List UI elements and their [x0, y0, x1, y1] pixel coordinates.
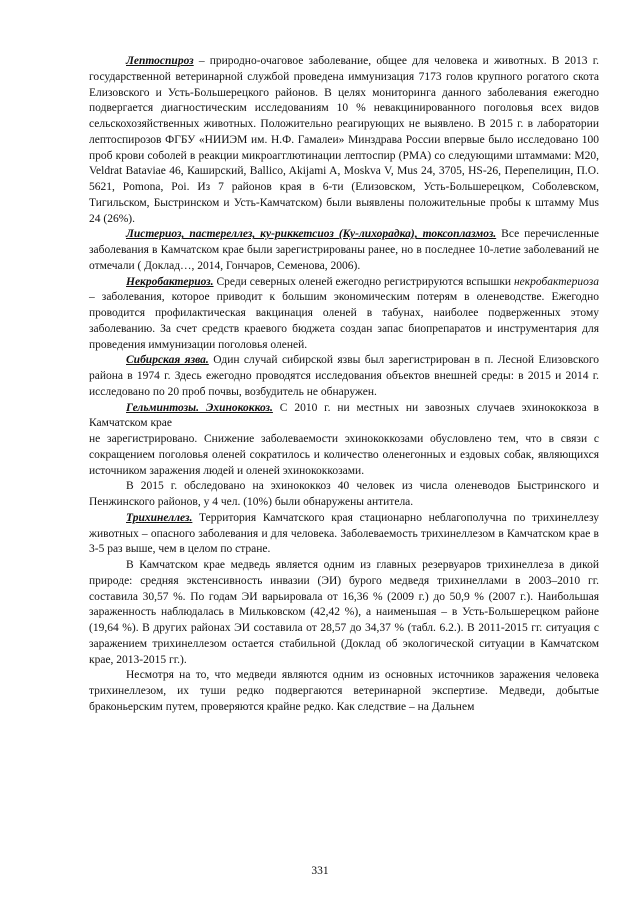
paragraph-text: Один случай сибирской язвы был зарегистрирован в п. Лесной Елизовского района в 1974 г. Здесь ежегодно проводятся исследования объектов внешней среды: в 2015 и 2014 г. исследовано по 20 проб почвы, возбудитель не обнаружен. — [89, 354, 599, 398]
paragraph-text: Территория Камчатского края стационарно неблагополучна по трихинеллезу животных – опасного заболевания и для человека. Заболеваемость трихинеллезом в Камчатском крае в 3-5 раз выше, чем в целом по стране. — [89, 511, 599, 556]
paragraph-text: В Камчатском крае медведь является одним из главных резервуаров трихинеллеза в дикой природе: средняя экстенсивность инвазии (ЭИ) бурого медведя трихинеллами в 2003–2010 гг. составила 30,57 %. По годам ЭИ варьировала от 16,36 % (2009 г.) до 50,9 % (2007 г.). Наибольшая зараженность наблюдалась в Мильковском (42,42 %), а наименьшая – в Усть-Большерецком районе (19,64 %). В других районах ЭИ составила от 28,57 до 34,37 % (табл. 6.2.). В 2011-2015 гг. ситуация с заражением трихинеллезом остается стабильной (Доклад об экологической ситуации в Камчатском крае, 2013-2015 гг.). — [89, 559, 599, 666]
heading-necrobacteriosis: Некробактериоз. — [126, 275, 214, 288]
paragraph-anthrax — [89, 353, 599, 400]
paragraph-text: Все перечисленные заболевания в Камчатском крае были зарегистрированы ранее, но в последнее 10-летие заболеваний не отмечали ( Доклад…, 2014, Гончаров, Семенова, 2006). — [89, 228, 599, 272]
paragraph-text: С 2010 г. ни местных ни завозных случаев эхинококкоза в Камчатском крае — [89, 401, 599, 430]
page-number: 331 — [311, 865, 329, 877]
paragraph-helminthiasis — [89, 401, 599, 433]
paragraph-text: – природно-очаговое заболевание, общее для человека и животных. В 2013 г. государственной ветеринарной службой проведена иммунизация 7173 голов крупного рогатого скота Елизовского и Усть-Большерецкого районов. В целях мониторинга данного заболевания ежегодно подвергается диагностическим исследованиям 10 % невакцинированного поголовья всех видов сельскохозяйственных животных. Положительно реагирующих не выявлено. В 2015 г. в лаборатории лептоспирозов ФГБУ «НИИЭМ им. Н.Ф. Гамалеи» Минздрава России впервые было исследовано 100 проб крови соболей в реакции микроагглютинации лептоспир (РМА) со следующими штаммами: М20, Veldrat Bataviae 46, Каширский, Ballico, Akijami A, Moskva V, Mus 24, 3705, HS-26, Перепелицин, П.О. 5621, Pomona, Poi. Из 7 районов края в 6-ти (Елизовском, Усть-Большерецком, Соболевском, Тигильском, Быстринском и Усть-Камчатском) были выявлены положительные пробы к штамму Mus 24 (26%). — [89, 55, 599, 225]
document-body — [89, 54, 599, 716]
paragraph-text: В 2015 г. обследовано на эхинококкоз 40 человек из числа оленеводов Быстринского и Пенжинского районов, у 4 чел. (10%) были обнаружены антитела. — [89, 480, 599, 508]
paragraph-text: не зарегистрировано. Снижение заболеваемости эхинококкозами обусловлено тем, что в связи с сокращением поголовья оленей сократилось и количество оленегонных и ездовых собак, являющихся источником заражения людей и оленей эхинококкозами. — [89, 433, 599, 477]
paragraph-trichinellosis — [89, 511, 599, 558]
heading-leptospirosis: Лептоспироз — [126, 55, 194, 67]
heading-trichinellosis: Трихинеллез. — [126, 511, 193, 524]
paragraph-leptospirosis — [89, 54, 599, 227]
paragraph-text: – заболевания, которое приводит к большим экономическим потерям в оленеводстве. Ежегодно проводится профилактическая вакцинация оленей в табунах, наиболее подверженных этому заболеванию. За счет средств краевого бюджета создан запас биопрепаратов и инструментария для проведения иммунизации поголовья оленей. — [89, 291, 599, 351]
paragraph-echinococcosis-cont — [89, 432, 599, 479]
italic-term: некробактериоза — [513, 275, 599, 288]
paragraph-necrobacteriosis — [89, 275, 599, 354]
heading-anthrax: Сибирская язва. — [126, 354, 209, 367]
paragraph-text: Несмотря на то, что медведи являются одним из основных источников заражения человека трихинеллезом, их туши редко подвергаются ветеринарной экспертизе. Медведи, добытые браконьерским путем, проверяются крайне редко. Как следствие – на Дальнем — [89, 669, 599, 713]
paragraph-text: Среди северных оленей ежегодно регистрируются вспышки — [213, 275, 514, 288]
heading-helminthiasis: Гельминтозы. Эхинококкоз. — [126, 401, 273, 414]
paragraph-bear-reservoir — [89, 558, 599, 668]
paragraph-bear-inspection — [89, 668, 599, 715]
paragraph-listeriosis — [89, 227, 599, 274]
paragraph-echinococcosis-survey — [89, 479, 599, 511]
heading-listeriosis: Листериоз, пастереллез, ку-риккетсиоз (Ку-лихорадка), токсоплазмоз. — [126, 228, 497, 241]
